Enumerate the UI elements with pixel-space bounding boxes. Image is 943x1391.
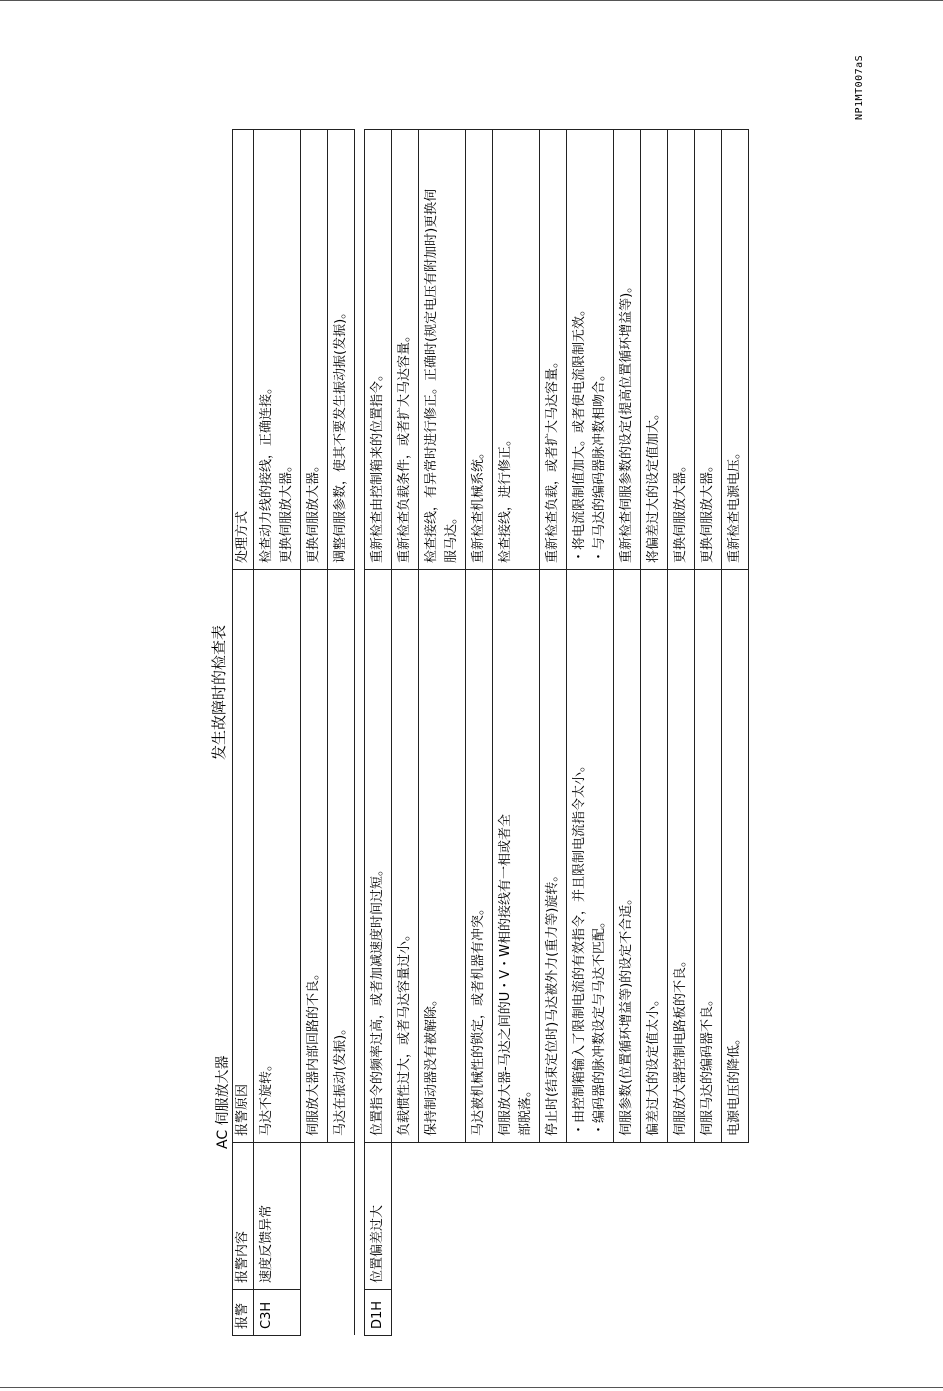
header-content: 报警内容 bbox=[233, 1143, 254, 1290]
cause-text: 负载惯性过大，或者马达容量过小。 bbox=[397, 927, 412, 1136]
alarm-code-cell bbox=[722, 1290, 749, 1336]
alarm-content-cell bbox=[567, 1143, 614, 1290]
alarm-code: C3H bbox=[259, 1301, 274, 1329]
alarm-content-cell bbox=[641, 1143, 668, 1290]
figure-code: NP1MT007aS bbox=[854, 54, 865, 120]
alarm-code-cell bbox=[614, 1290, 641, 1336]
alarm-code: D1H bbox=[370, 1300, 385, 1329]
fix-cell bbox=[695, 130, 722, 570]
alarm-code-cell bbox=[301, 1290, 328, 1336]
alarm-code-cell bbox=[668, 1290, 695, 1336]
cause-text: 伺服放大器-马达之间的U・V・W相的接线有一相或者全 bbox=[498, 814, 513, 1136]
table-row bbox=[392, 130, 419, 1336]
alarm-content-cell bbox=[254, 1143, 301, 1290]
fix-text: 更换伺服放大器。 bbox=[700, 458, 715, 563]
cause-cell bbox=[540, 570, 567, 1143]
cause-cell bbox=[419, 570, 466, 1143]
fix-text: 检查接线，有异常时进行修正。正确时(规定电压有附加时)更换伺 bbox=[424, 188, 439, 563]
table-row bbox=[301, 130, 328, 1336]
fix-text: ・将电流限制值加大。或者使电流限制无效。 bbox=[572, 302, 587, 563]
alarm-code-cell bbox=[641, 1290, 668, 1336]
cause-text: 保持制动器没有被解除。 bbox=[424, 992, 439, 1136]
table-row bbox=[466, 130, 493, 1336]
cause-text: ・编码器的脉冲数设定与马达不匹配。 bbox=[592, 914, 607, 1136]
cause-cell bbox=[392, 570, 419, 1143]
alarm-code-cell bbox=[466, 1290, 493, 1336]
fix-cell bbox=[540, 130, 567, 570]
alarm-code-cell bbox=[567, 1290, 614, 1336]
cause-cell bbox=[365, 570, 392, 1143]
cause-text: 停止时(结束定位时)马达被外力(重力等)旋转。 bbox=[545, 868, 560, 1136]
table-row bbox=[365, 130, 392, 1336]
alarm-content-cell bbox=[614, 1143, 641, 1290]
alarm-content-cell bbox=[365, 1143, 392, 1290]
cause-text: 伺服马达的编码器不良。 bbox=[700, 992, 715, 1136]
cause-text: 伺服放大器控制电路板的不良。 bbox=[673, 953, 688, 1136]
amp-title: AC 伺服放大器 bbox=[215, 1055, 231, 1149]
alarm-content-cell bbox=[668, 1143, 695, 1290]
fix-cell bbox=[641, 130, 668, 570]
fix-cell bbox=[328, 130, 355, 570]
alarm-code-cell bbox=[695, 1290, 722, 1336]
fix-cell bbox=[254, 130, 301, 570]
fix-text: 更换伺服放大器。 bbox=[279, 458, 294, 563]
cause-text: 马达在振动(发振)。 bbox=[333, 1021, 348, 1136]
cause-cell bbox=[614, 570, 641, 1143]
fix-text: 将偏差过大的设定值加大。 bbox=[646, 406, 661, 563]
fix-text: 重新检查电源电压。 bbox=[727, 445, 742, 563]
cause-text: 伺服放大器内部回路的不良。 bbox=[306, 966, 321, 1136]
cause-cell bbox=[328, 570, 355, 1143]
checklist-table bbox=[232, 129, 749, 1336]
cause-cell bbox=[301, 570, 328, 1143]
alarm-content: 速度反馈异常 bbox=[259, 1204, 274, 1283]
table-row bbox=[567, 130, 614, 1336]
fix-cell bbox=[614, 130, 641, 570]
fix-text: 重新检查机械系统。 bbox=[471, 445, 486, 563]
header-fix: 处理方式 bbox=[233, 130, 254, 570]
cause-cell bbox=[493, 570, 540, 1143]
alarm-code-cell bbox=[392, 1290, 419, 1336]
fix-cell bbox=[722, 130, 749, 570]
table-row bbox=[540, 130, 567, 1336]
fix-text: 检查接线，进行修正。 bbox=[498, 432, 513, 563]
alarm-code-cell bbox=[328, 1290, 355, 1336]
fix-text: 重新检查伺服参数的设定(提高位置循环增益等)。 bbox=[619, 279, 634, 563]
cause-cell bbox=[722, 570, 749, 1143]
alarm-code-cell bbox=[419, 1290, 466, 1336]
fix-text: 重新检查负载条件，或者扩大马达容量。 bbox=[397, 328, 412, 563]
cause-text: ・由控制箱输入了限制电流的有效指令，并且限制电流指令太小。 bbox=[572, 758, 587, 1136]
fix-text: 服马达。 bbox=[444, 510, 459, 563]
table-row bbox=[493, 130, 540, 1336]
cause-text: 位置指令的频率过高，或者加减速度时间过短。 bbox=[370, 862, 385, 1136]
alarm-content-cell bbox=[466, 1143, 493, 1290]
fix-text: 调整伺服参数，使其不要发生振动振(发振)。 bbox=[333, 305, 348, 563]
fix-text: 重新检查负载，或者扩大马达容量。 bbox=[545, 354, 560, 563]
table-row bbox=[722, 130, 749, 1336]
fix-cell bbox=[466, 130, 493, 570]
fix-text: 检查动力线的接线，正确连接。 bbox=[259, 380, 274, 563]
table-header-row bbox=[233, 130, 254, 1336]
cause-text: 偏差过大的设定值太小。 bbox=[646, 992, 661, 1136]
alarm-content-cell bbox=[695, 1143, 722, 1290]
alarm-code-cell bbox=[254, 1290, 301, 1336]
cause-text: 电源电压的降低。 bbox=[727, 1031, 742, 1136]
fix-cell bbox=[365, 130, 392, 570]
fix-text: 重新检查由控制箱来的位置指令。 bbox=[370, 367, 385, 563]
alarm-code-cell bbox=[493, 1290, 540, 1336]
page-title: 发生故障时的检查表 bbox=[210, 624, 228, 760]
cause-text: 马达不旋转。 bbox=[259, 1057, 274, 1136]
table-row bbox=[695, 130, 722, 1336]
table-gap-row bbox=[355, 130, 365, 1336]
cause-cell bbox=[466, 570, 493, 1143]
alarm-content-cell bbox=[301, 1143, 328, 1290]
table-row bbox=[254, 130, 301, 1336]
header-code: 报警 bbox=[233, 1290, 254, 1336]
cause-text: 部脱落。 bbox=[518, 1083, 533, 1136]
alarm-content-cell bbox=[722, 1143, 749, 1290]
fix-cell bbox=[392, 130, 419, 570]
fix-text: 更换伺服放大器。 bbox=[306, 458, 321, 563]
cause-cell bbox=[668, 570, 695, 1143]
table-row bbox=[419, 130, 466, 1336]
alarm-content-cell bbox=[392, 1143, 419, 1290]
fix-cell bbox=[567, 130, 614, 570]
cause-cell bbox=[641, 570, 668, 1143]
cause-cell bbox=[695, 570, 722, 1143]
fix-cell bbox=[493, 130, 540, 570]
header-cause: 报警原因 bbox=[233, 570, 254, 1143]
alarm-content: 位置偏差过大 bbox=[370, 1204, 385, 1283]
cause-cell bbox=[254, 570, 301, 1143]
fix-cell bbox=[419, 130, 466, 570]
alarm-content-cell bbox=[328, 1143, 355, 1290]
fix-cell bbox=[668, 130, 695, 570]
fix-text: ・与马达的编码器脉冲数相吻合。 bbox=[592, 367, 607, 563]
fix-cell bbox=[301, 130, 328, 570]
table-row bbox=[614, 130, 641, 1336]
table-row bbox=[328, 130, 355, 1336]
alarm-content-cell bbox=[419, 1143, 466, 1290]
fix-text: 更换伺服放大器。 bbox=[673, 458, 688, 563]
table-row bbox=[668, 130, 695, 1336]
cause-text: 伺服参数(位置循环增益等)的设定不合适。 bbox=[619, 891, 634, 1136]
alarm-content-cell bbox=[493, 1143, 540, 1290]
alarm-code-cell bbox=[365, 1290, 392, 1336]
cause-cell bbox=[567, 570, 614, 1143]
cause-text: 马达被机械性的锁定，或者机器有冲突。 bbox=[471, 901, 486, 1136]
table-gap-cell bbox=[355, 130, 365, 1336]
table-row bbox=[641, 130, 668, 1336]
alarm-content-cell bbox=[540, 1143, 567, 1290]
alarm-code-cell bbox=[540, 1290, 567, 1336]
